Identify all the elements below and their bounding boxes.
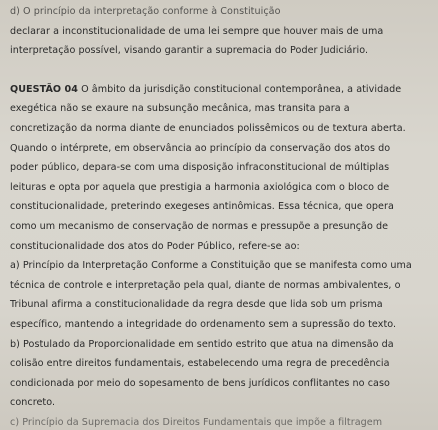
- option-line: b) Postulado da Proporcionalidade em sentido estrito que atua na dimensão da: [10, 338, 394, 350]
- spacer: [10, 61, 430, 80]
- option-line: Tribunal afirma a constitucionalidade da regra desde que lida sob um prisma: [10, 299, 383, 311]
- option-line: interpretação possível, visando garantir a supremacia do Poder Judiciário.: [10, 45, 369, 57]
- document-text: [10, 2, 430, 430]
- question-line: concretização da norma diante de enunciados polissêmicos ou de textura aberta.: [10, 122, 406, 134]
- option-line: específico, mantendo a integridade do ordenamento sem a supressão do texto.: [10, 318, 397, 330]
- option-line: declarar a inconstitucionalidade de uma lei sempre que houver mais de uma: [10, 25, 384, 37]
- question-line: exegética não se exaure na subsunção mecânica, mas transita para a: [10, 103, 350, 115]
- option-line: condicionada por meio do sopesamento de bens jurídicos conflitantes no caso: [10, 377, 390, 389]
- option-b: [10, 335, 430, 413]
- option-line: d) O princípio da interpretação conforme à Constituição: [10, 6, 281, 17]
- question-line: leituras e opta por aquela que prestigia a harmonia axiológica com o bloco de: [10, 181, 390, 193]
- option-line: a) Princípio da Interpretação Conforme a Constituição que se manifesta como uma: [10, 260, 412, 272]
- question-line: constitucionalidade dos atos do Poder Público, refere-se ao:: [10, 240, 300, 252]
- option-line: colisão entre direitos fundamentais, estabelecendo uma regra de precedência: [10, 358, 390, 370]
- previous-option-d: [10, 2, 430, 61]
- option-line: técnica de controle e interpretação pela qual, diante de normas ambivalentes, o: [10, 279, 401, 291]
- question-title: QUESTÃO 04: [10, 83, 78, 95]
- question-line: [10, 80, 430, 100]
- question-line: como um mecanismo de conservação de normas e pressupõe a presunção de: [10, 220, 389, 232]
- question-stem: [10, 80, 430, 256]
- next-option-partial: c) Princípio da Supremacia dos Direitos Fundamentais que impõe a filtragem: [10, 416, 383, 428]
- question-line: poder público, depara-se com uma disposição infraconstitucional de múltiplas: [10, 162, 390, 174]
- question-line: Quando o intérprete, em observância ao princípio da conservação dos atos do: [10, 142, 391, 154]
- question-line-text: O âmbito da jurisdição constitucional contemporânea, a atividade: [81, 83, 402, 95]
- question-line: constitucionalidade, preterindo exegeses antinômicas. Essa técnica, que opera: [10, 201, 394, 213]
- option-a: [10, 256, 430, 334]
- option-line: concreto.: [10, 397, 56, 409]
